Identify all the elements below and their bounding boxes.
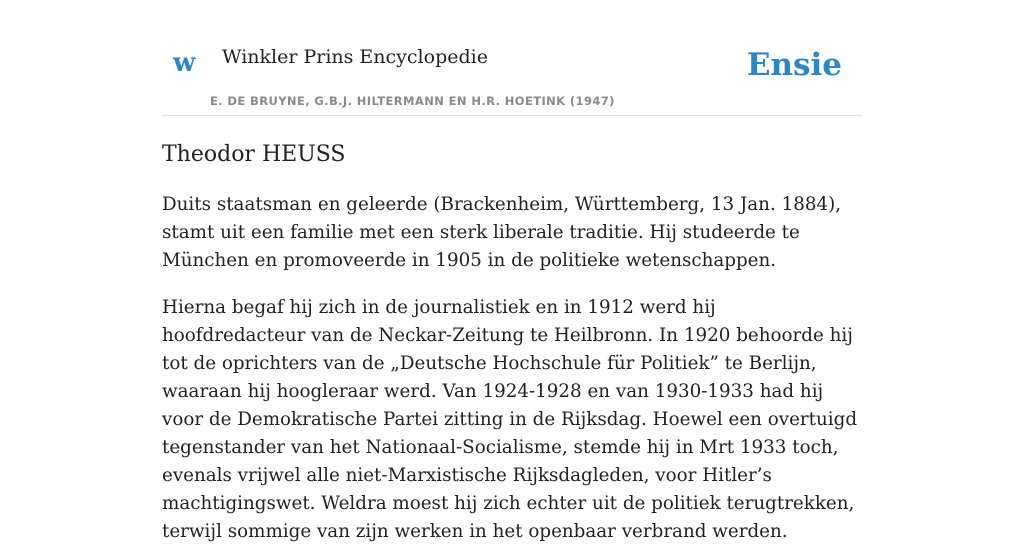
article-paragraph-1: Duits staatsman en geleerde (Brackenheim, Württemberg, 13 Jan. 1884), stamt uit een familie met een sterk liberale traditie. Hij studeerde te München en promoveerde in 1905 in de politieke wetenschappen. [162, 194, 842, 272]
site-header [162, 0, 862, 116]
article-title: Theodor HEUSS [162, 142, 346, 167]
site-title-link[interactable]: Winkler Prins Encyclopedie [222, 46, 488, 68]
article-paragraph-2: Hierna begaf hij zich in de journalistiek en in 1912 werd hij hoofdredacteur van de Neckar-Zeitung te Heilbronn. In 1920 behoorde hij tot de oprichters van de „Deutsche Hochschule für Politiek” te Berlijn, waaraan hij hoogleraar werd. Van 1924-1928 en van 1930-1933 had hij voor de Demokratische Partei zitting in de Rijksdag. Hoewel een overtuigd tegenstander van het Nationaal-Socialisme, stemde hij in Mrt 1933 toch, evenals vrijwel alle niet-Marxistische Rijksdagleden, voor Hitler’s machtigingswet. Weldra moest hij zich echter uit de politiek terugtrekken, terwijl sommige van zijn werken in het openbaar verbrand werden. [162, 297, 858, 543]
site-logo-icon[interactable]: w [173, 48, 196, 78]
content-container [162, 0, 862, 546]
site-subtitle: E. DE BRUYNE, G.B.J. HILTERMANN EN H.R. HOETINK (1947) [210, 94, 615, 108]
ensie-brand-link[interactable]: Ensie [746, 47, 842, 83]
